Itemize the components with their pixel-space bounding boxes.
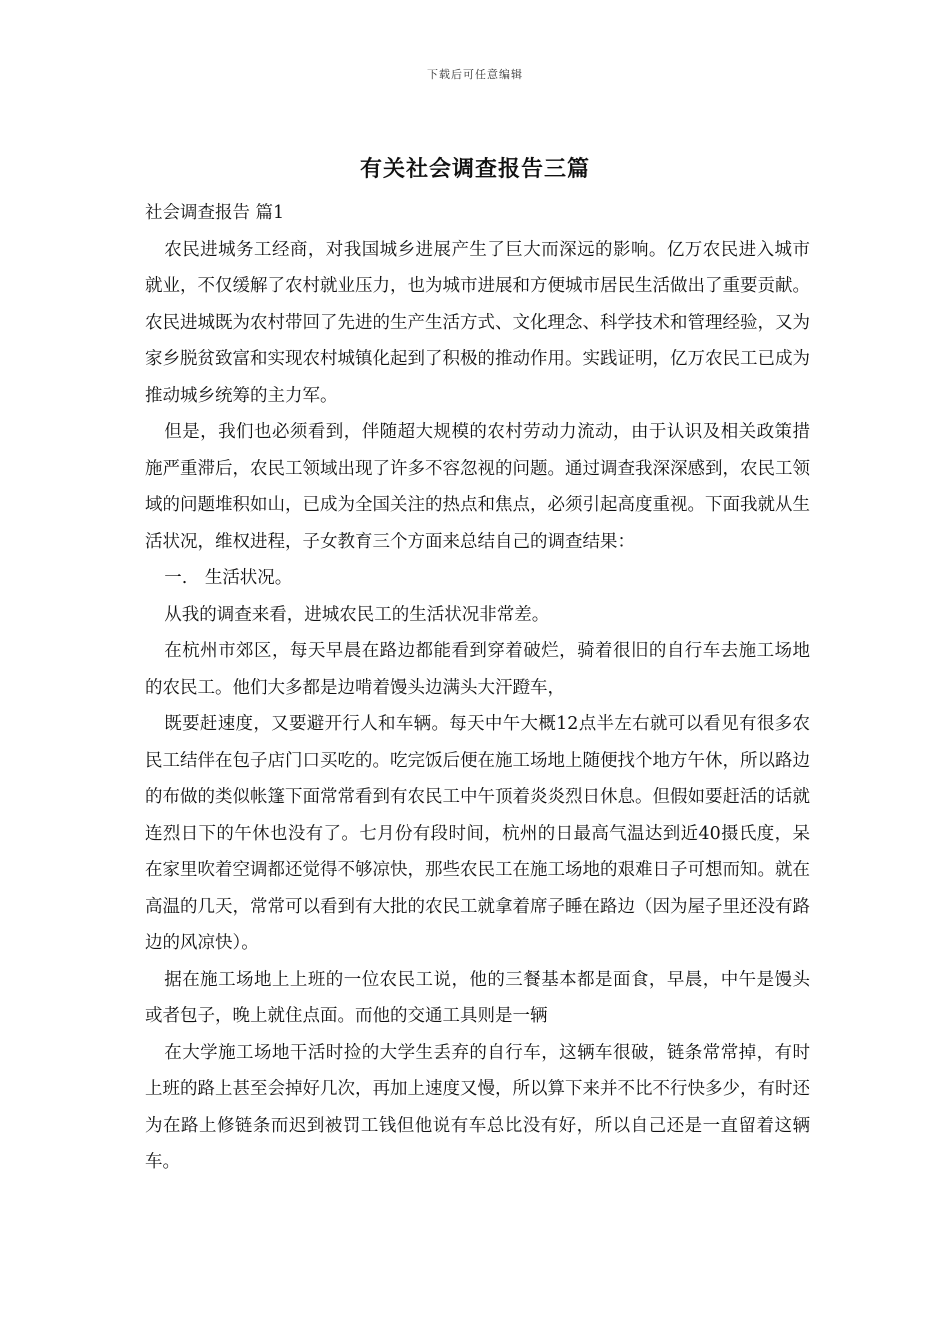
- paragraph-meals: 据在施工场地上上班的一位农民工说，他的三餐基本都是面食，早晨，中午是馒头或者包子，晚上就住点面。而他的交通工具则是一辆: [145, 969, 810, 1026]
- document-title: 有关社会调查报告三篇: [359, 156, 590, 182]
- paragraph-morning: 在杭州市郊区，每天早晨在路边都能看到穿着破烂，骑着很旧的自行车去施工场地的农民工。他们大多都是边啃着馒头边满头大汗蹬车，: [145, 641, 810, 698]
- paragraph-intro: 农民进城务工经商，对我国城乡进展产生了巨大而深远的影响。亿万农民进入城市就业，不仅缓解了农村就业压力，也为城市进展和方便城市居民生活做出了重要贡献。农民进城既为农村带回了先进的生产生活方式、文化理念、科学技术和管理经验，又为家乡脱贫致富和实现农村城镇化起到了积极的推动作用。实践证明，亿万农民工已成为推动城乡统筹的主力军。: [145, 239, 810, 406]
- document-body: [145, 195, 810, 1181]
- header-note: 下载后可任意编辑: [427, 68, 523, 81]
- paragraph-living-summary: 从我的调查来看，进城农民工的生活状况非常差。: [164, 604, 550, 625]
- subsection-heading: 一. 生活状况。: [164, 568, 293, 588]
- paragraph-noon: 既要赶速度，又要避开行人和车辆。每天中午大概12点半左右就可以看见有很多农民工结伴在包子店门口买吃的。吃完饭后便在施工场地上随便找个地方午休，所以路边的布做的类似帐篷下面常常看到有农民工中午顶着炎炎烈日休息。但假如要赶活的话就连烈日下的午休也没有了。七月份有段时间，杭州的日最高气温达到近40摄氏度，呆在家里吹着空调都还觉得不够凉快，那些农民工在施工场地的艰难日子可想而知。就在高温的几天，常常可以看到有大批的农民工就拿着席子睡在路边（因为屋子里还没有路边的风凉快）。: [145, 714, 810, 953]
- paragraph-bicycle: 在大学施工场地干活时捡的大学生丢弃的自行车，这辆车很破，链条常常掉，有时上班的路上甚至会掉好几次，再加上速度又慢，所以算下来并不比不行快多少，有时还为在路上修链条而迟到被罚工钱但他说有车总比没有好，所以自己还是一直留着这辆车。: [145, 1042, 810, 1172]
- section-label: 社会调查报告 篇1: [145, 203, 285, 223]
- paragraph-problems: 但是，我们也必须看到，伴随超大规模的农村劳动力流动，由于认识及相关政策措施严重滞后，农民工领域出现了许多不容忽视的问题。通过调查我深深感到，农民工领域的问题堆积如山，已成为全国关注的热点和焦点，必须引起高度重视。下面我就从生活状况，维权进程，子女教育三个方面来总结自己的调查结果：: [145, 422, 810, 552]
